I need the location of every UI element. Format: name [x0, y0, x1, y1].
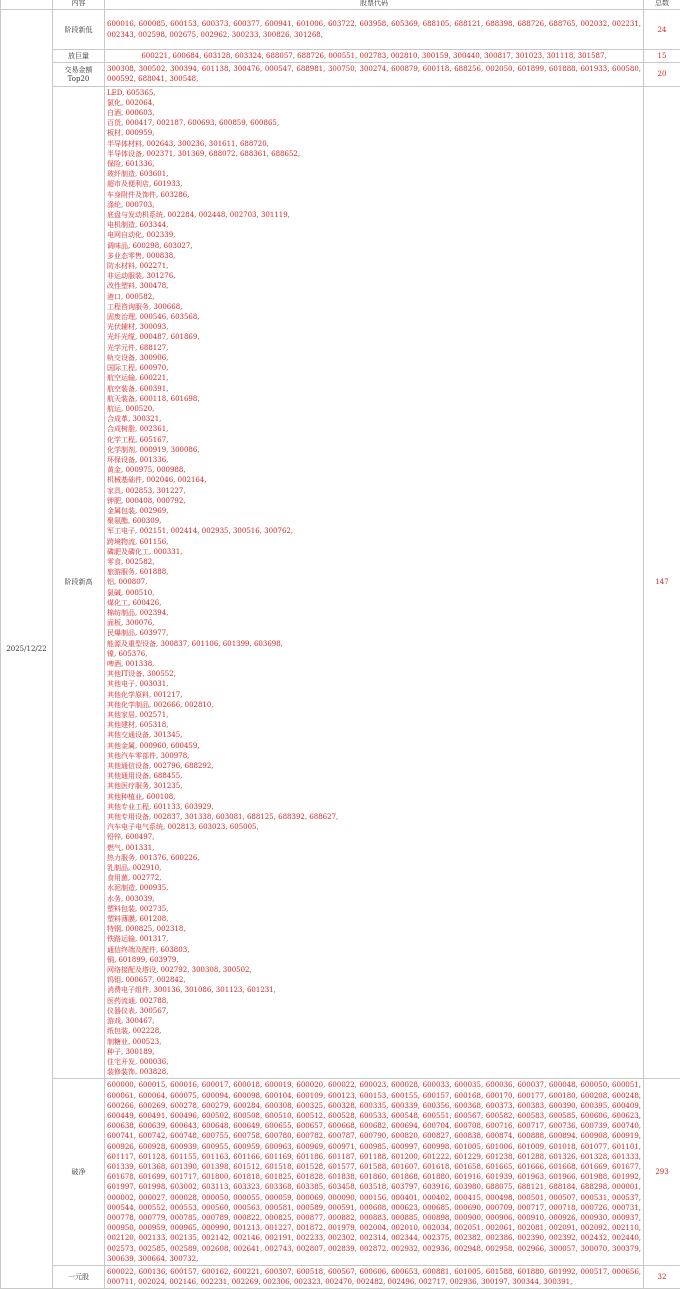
- sector-line: 其他通用设备, 688455,: [107, 771, 641, 781]
- sector-line: 其他化学制品, 002666, 002810,: [107, 700, 641, 710]
- sector-line: 合成树脂, 002361,: [107, 424, 641, 434]
- sector-line: 乳制品, 002910,: [107, 863, 641, 873]
- sector-line: 通信终端及配件, 603803,: [107, 945, 641, 955]
- sector-line: 百货, 000417, 002187, 600693, 600859, 600865,: [107, 118, 641, 128]
- sector-line: 半导体设备, 002371, 301369, 688072, 688361, 688652,: [107, 149, 641, 159]
- sector-line: 化学工程, 605167,: [107, 435, 641, 445]
- sector-line: 医药流通, 002788,: [107, 996, 641, 1006]
- sector-list: [107, 88, 641, 1078]
- sector-line: 多业态零售, 000838,: [107, 251, 641, 261]
- sector-line: 非运动服装, 301276,: [107, 271, 641, 281]
- sector-line: 调味品, 600298, 603027,: [107, 241, 641, 251]
- sector-line: 玻纤制造, 603601,: [107, 169, 641, 179]
- row-huge-volume: [1, 50, 680, 63]
- sector-line: 固废治理, 000546, 603568,: [107, 312, 641, 322]
- sector-line: 塑料薄膜, 601208,: [107, 914, 641, 924]
- sector-line: 仪器仪表, 300567,: [107, 1006, 641, 1016]
- sector-line: LED, 605365,: [107, 88, 641, 98]
- sector-line: 防水材料, 002271,: [107, 261, 641, 271]
- sector-line: 零食, 002582,: [107, 557, 641, 567]
- total-cell: 147: [644, 86, 680, 1079]
- row-below-book: [1, 1079, 680, 1266]
- sector-line: 其他医疗服务, 301235,: [107, 781, 641, 791]
- category-cell: 一元股: [53, 1265, 105, 1288]
- sector-line: 氯化, 002064,: [107, 98, 641, 108]
- sector-line: 国际工程, 600970,: [107, 363, 641, 373]
- sector-line: 港口, 000582,: [107, 292, 641, 302]
- row-stage-new-low: [1, 10, 680, 50]
- sector-line: 水泥制造, 000935,: [107, 883, 641, 893]
- sector-line: 热力服务, 001376, 600226,: [107, 853, 641, 863]
- sector-line: 铜, 601899, 603979,: [107, 955, 641, 965]
- category-cell: 放巨量: [53, 50, 105, 63]
- sector-line: 底盘与发动机系统, 002284, 002448, 002703, 301119,: [107, 210, 641, 220]
- sector-line: 钾肥, 000408, 000792,: [107, 496, 641, 506]
- sector-line: 光纤光缆, 000487, 601869,: [107, 332, 641, 342]
- sector-line: 化学制剂, 000919, 300086,: [107, 445, 641, 455]
- sector-line: 其他建材, 605318,: [107, 720, 641, 730]
- sector-line: 啤酒, 001338,: [107, 659, 641, 669]
- date-cell: 2025/12/22: [1, 10, 53, 1289]
- sector-line: 民爆制品, 603977,: [107, 628, 641, 638]
- header-content: 内容: [53, 0, 105, 10]
- sector-line: 军工电子, 002151, 002414, 002935, 300516, 300762,: [107, 526, 641, 536]
- sector-line: 汽车电子电气系统, 002813, 603023, 605005,: [107, 822, 641, 832]
- category-cell: 交易金额Top20: [53, 63, 105, 86]
- sector-line: 工程咨询服务, 300668,: [107, 302, 641, 312]
- sector-line: 半导体材料, 002643, 300236, 301611, 688720,: [107, 139, 641, 149]
- sector-line: 其他交通设备, 301345,: [107, 730, 641, 740]
- total-cell: 32: [644, 1265, 680, 1288]
- sector-line: 燃气, 001331,: [107, 843, 641, 853]
- sector-line: 光伏辅材, 300093,: [107, 322, 641, 332]
- sector-line: 镍, 605376,: [107, 649, 641, 659]
- category-cell: 阶段新低: [53, 10, 105, 50]
- sector-line: 游戏, 300467,: [107, 1016, 641, 1026]
- header-codes: 股票代码: [105, 0, 644, 10]
- sector-line: 光学元件, 688127,: [107, 343, 641, 353]
- sector-line: 超市及便利店, 601933,: [107, 179, 641, 189]
- category-cell: 破净: [53, 1079, 105, 1266]
- sector-line: 其他专业工程, 601133, 603929,: [107, 802, 641, 812]
- total-cell: 293: [644, 1079, 680, 1266]
- sector-line: 旅游服务, 601888,: [107, 567, 641, 577]
- sector-line: 铅锌, 600497,: [107, 832, 641, 842]
- sector-line: 消费电子组件, 300136, 301086, 301123, 601231,: [107, 985, 641, 995]
- header-row: [1, 0, 680, 10]
- sector-line: 保险, 601336,: [107, 159, 641, 169]
- sector-line: 黄金, 000975, 000988,: [107, 465, 641, 475]
- codes-cell: 600016, 600085, 600153, 600373, 600377, 600941, 601006, 603722, 603958, 605369, 688105, 688121, 688398, 688726, 688765, 002032, 002231, 002343, 002598, 002675, 002962, 300233, 300826, 301268,: [105, 10, 644, 50]
- header-blank: [1, 0, 53, 10]
- sector-line: 水务, 003039,: [107, 894, 641, 904]
- sector-line: 其他IT设备, 300552,: [107, 669, 641, 679]
- sector-line: 棉纺制品, 002394,: [107, 608, 641, 618]
- row-one-yuan-stocks: [1, 1265, 680, 1288]
- sector-line: 其他种植业, 600108,: [107, 792, 641, 802]
- sector-line: 其他家居, 002571,: [107, 710, 641, 720]
- sector-line: 航空运输, 600221,: [107, 373, 641, 383]
- total-cell: 20: [644, 63, 680, 86]
- row-top20-turnover: [1, 63, 680, 86]
- codes-cell: 600221, 600684, 603128, 603324, 688057, 688726, 000551, 002783, 002810, 300159, 300440, 300817, 301023, 301118, 301587,: [105, 50, 644, 63]
- row-stage-new-high: [1, 86, 680, 1079]
- sector-line: 纸包装, 002228,: [107, 1026, 641, 1036]
- sector-line: 铝, 000807,: [107, 577, 641, 587]
- sector-line: 铁路运输, 001317,: [107, 934, 641, 944]
- sector-line: 其他通信设备, 002796, 688292,: [107, 761, 641, 771]
- sector-line: 合成革, 300321,: [107, 414, 641, 424]
- sector-line: 食用菌, 002772,: [107, 873, 641, 883]
- sector-line: 航运, 000520,: [107, 404, 641, 414]
- sector-line: 电机制造, 603344,: [107, 220, 641, 230]
- sector-line: 装修装饰, 003828,: [107, 1067, 641, 1077]
- codes-cell: 600022, 600136, 600157, 600162, 600221, 600307, 600518, 600567, 600606, 600653, 600881, 601005, 601588, 601880, 601992, 000517, 000656, 000711, 002024, 002146, 002231, 002269, 002306, 002323, 002470, 002482, 002496, 002717, 002936, 300197, 300344, 300391,: [105, 1265, 644, 1288]
- sector-line: 特钢, 000825, 002318,: [107, 924, 641, 934]
- sector-line: 航天装备, 600118, 601698,: [107, 394, 641, 404]
- sector-line: 改性塑料, 300478,: [107, 281, 641, 291]
- sector-line: 塑料包装, 002735,: [107, 904, 641, 914]
- sector-line: 网络接配及塔设, 002792, 300308, 300502,: [107, 965, 641, 975]
- codes-cell: 600000, 600015, 600016, 600017, 600018, 600019, 600020, 600022, 600023, 600028, 600033, 600035, 600036, 600037, 600048, 600050, 600051, 600061, 600064, 600075, 600094, 600098, 600104, 600109, 600123, 600153, 600155, 600157, 600168, 600170, 600177, 600180, 600208, 600248, 600266, 600269, 600278, 600279, 600284, 600308, 600325, 600328, 600335, 600339, 600356, 600368, 600373, 600383, 600390, 600395, 600409, 600449, 600491, 600496, 600502, 600508, 600510, 600512, 600528, 600533, 600548, 600551, 600567, 600582, 600583, 600585, 600606, 600623, 600638, 600639, 600643, 600648, 600649, 600655, 600657, 600668, 600682, 600694, 600704, 600708, 600716, 600717, 600736, 600739, 600740, 600741, 600742, 600748, 600755, 600758, 600780, 600782, 600787, 600790, 600820, 600827, 600838, 600874, 600888, 600894, 600908, 600919, 600926, 600928, 600939, 600955, 600959, 600963, 600969, 600971, 600985, 600997, 600998, 601005, 601006, 601009, 601018, 601077, 601101, 601117, 601128, 601155, 601163, 601166, 601169, 601186, 601187, 601188, 601200, 601222, 601229, 601238, 601288, 601326, 601328, 601333, 601339, 601368, 601390, 601398, 601512, 601518, 601528, 601577, 601588, 601607, 601618, 601658, 601665, 601666, 601668, 601669, 601677, 601678, 601699, 601717, 601800, 601818, 601825, 601828, 601838, 601860, 601868, 601880, 601916, 601939, 601963, 601966, 601988, 601992, 601997, 601998, 603002, 603113, 603323, 603368, 603385, 603458, 603518, 603797, 603916, 603980, 688075, 688121, 688184, 688298, 000001, 000002, 000027, 000028, 000050, 000055, 000059, 000069, 000090, 000156, 000401, 000402, 000415, 000498, 000501, 000507, 000531, 000537, 000544, 000552, 000553, 000560, 000563, 000581, 000589, 000591, 000608, 000623, 000685, 000690, 000709, 000717, 000718, 000726, 000731, 000778, 000779, 000785, 000789, 000822, 000825, 000877, 000882, 000883, 000885, 000898, 000900, 000906, 000910, 000926, 000930, 000937, 000950, 000959, 000965, 000990, 001213, 001227, 001872, 001979, 002004, 002010, 002034, 002051, 002061, 002081, 002091, 002092, 002110, 002120, 002133, 002135, 002142, 002146, 002191, 002233, 002302, 002314, 002344, 002375, 002382, 002386, 002390, 002392, 002432, 002440, 002573, 002585, 002589, 002608, 002641, 002743, 002807, 002839, 002872, 002932, 002936, 002948, 002958, 002966, 300057, 300070, 300379, 300639, 300664, 300732,: [105, 1079, 644, 1266]
- sector-line: 航空装备, 600391,: [107, 384, 641, 394]
- sector-line: 磷肥及磷化工, 000331,: [107, 547, 641, 557]
- codes-cell: [105, 86, 644, 1079]
- sector-line: 跨境物流, 601156,: [107, 537, 641, 547]
- sector-line: 其他专用设备, 002837, 301338, 603081, 688125, 688392, 688627,: [107, 812, 641, 822]
- sector-line: 制糖业, 000523,: [107, 1037, 641, 1047]
- total-cell: 24: [644, 10, 680, 50]
- sector-line: 其他汽车零部件, 300978,: [107, 751, 641, 761]
- sector-line: 面板, 300076,: [107, 618, 641, 628]
- codes-cell: 300308, 300502, 300394, 601138, 300476, 000547, 688981, 300750, 300274, 600879, 600118, 688256, 002050, 601899, 601888, 601933, 600580, 000592, 688041, 300548,: [105, 63, 644, 86]
- sector-line: 机械基础件, 002046, 002164,: [107, 475, 641, 485]
- sector-line: 环保设备, 001336,: [107, 455, 641, 465]
- sector-line: 金属包装, 002969,: [107, 506, 641, 516]
- sector-line: 能源及重型设备, 300837, 601106, 601399, 603698,: [107, 639, 641, 649]
- sector-line: 种子, 300189,: [107, 1047, 641, 1057]
- sector-line: 家具, 002853, 301227,: [107, 486, 641, 496]
- total-cell: 15: [644, 50, 680, 63]
- sector-line: 白酒, 000603,: [107, 108, 641, 118]
- category-cell: 阶段新高: [53, 86, 105, 1079]
- sector-line: 住宅开发, 000036,: [107, 1057, 641, 1067]
- sector-line: 车身附件及饰件, 603286,: [107, 190, 641, 200]
- sector-line: 钨钼, 000657, 002842,: [107, 975, 641, 985]
- sector-line: 涤纶, 000703,: [107, 200, 641, 210]
- sector-line: 氯碱, 000510,: [107, 588, 641, 598]
- sector-line: 其他化学原料, 001217,: [107, 690, 641, 700]
- sector-line: 轨交设备, 300906,: [107, 353, 641, 363]
- sector-line: 其他电子, 003031,: [107, 679, 641, 689]
- sector-line: 聚氨酯, 600309,: [107, 516, 641, 526]
- sector-line: 其他金属, 000960, 600459,: [107, 741, 641, 751]
- sector-line: 煤化工, 600426,: [107, 598, 641, 608]
- sector-line: 电网自动化, 002339,: [107, 230, 641, 240]
- sector-line: 板材, 000959,: [107, 128, 641, 138]
- header-total: 总数: [644, 0, 680, 10]
